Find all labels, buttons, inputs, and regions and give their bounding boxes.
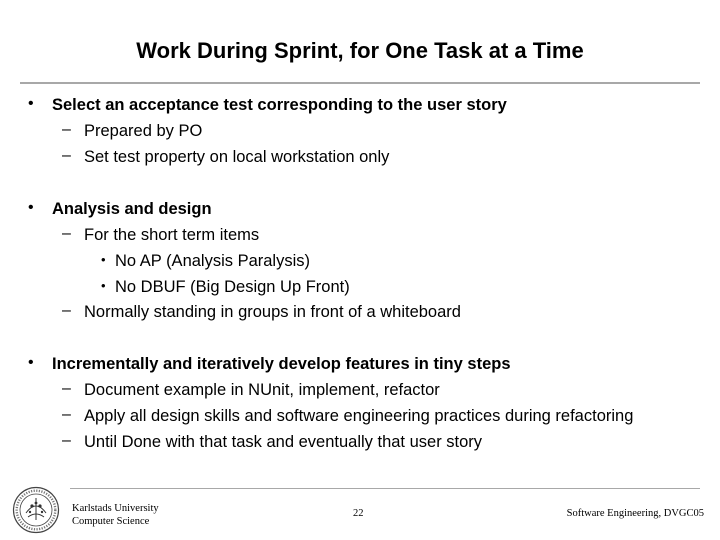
dash-marker: –	[62, 432, 71, 449]
dash-marker: –	[62, 147, 71, 164]
university-seal-icon	[12, 486, 60, 534]
page-number: 22	[353, 508, 364, 519]
bullet-1-text: Select an acceptance test corresponding to the user story	[52, 96, 507, 114]
bullet-2-text: Analysis and design	[52, 200, 212, 218]
bullet-1-sub-1: Prepared by PO	[84, 122, 203, 140]
bullet-3-sub-3: Until Done with that task and eventually that user story	[84, 433, 483, 451]
dash-marker: –	[62, 302, 71, 319]
university-name	[72, 502, 159, 528]
bullet-marker: •	[28, 354, 34, 371]
course-name: Software Engineering, DVGC05	[566, 508, 704, 519]
bullet-marker: •	[28, 95, 34, 112]
bullet-3-text: Incrementally and iteratively develop features in tiny steps	[52, 355, 511, 373]
footer-divider	[70, 488, 700, 489]
bullet-marker: •	[28, 199, 34, 216]
dash-marker: –	[62, 225, 71, 242]
university-line-2: Computer Science	[72, 516, 150, 527]
dash-marker: –	[62, 406, 71, 423]
dash-marker: –	[62, 121, 71, 138]
dash-marker: –	[62, 380, 71, 397]
slide-title: Work During Sprint, for One Task at a Time	[136, 38, 584, 63]
bullet-2-sub-2: Normally standing in groups in front of a whiteboard	[84, 303, 461, 321]
university-line-1: Karlstads University	[72, 503, 159, 514]
bullet-marker-small: •	[101, 278, 106, 293]
bullet-2-sub-1: For the short term items	[84, 226, 260, 244]
bullet-1-sub-2: Set test property on local workstation only	[84, 148, 390, 166]
bullet-3-sub-2: Apply all design skills and software engineering practices during refactoring	[84, 407, 634, 425]
bullet-3-sub-1: Document example in NUnit, implement, refactor	[84, 381, 440, 399]
bullet-2-sub-1-item-1: No AP (Analysis Paralysis)	[115, 252, 311, 270]
title-divider	[20, 82, 700, 84]
bullet-2-sub-1-item-2: No DBUF (Big Design Up Front)	[115, 278, 350, 296]
bullet-marker-small: •	[101, 252, 106, 267]
